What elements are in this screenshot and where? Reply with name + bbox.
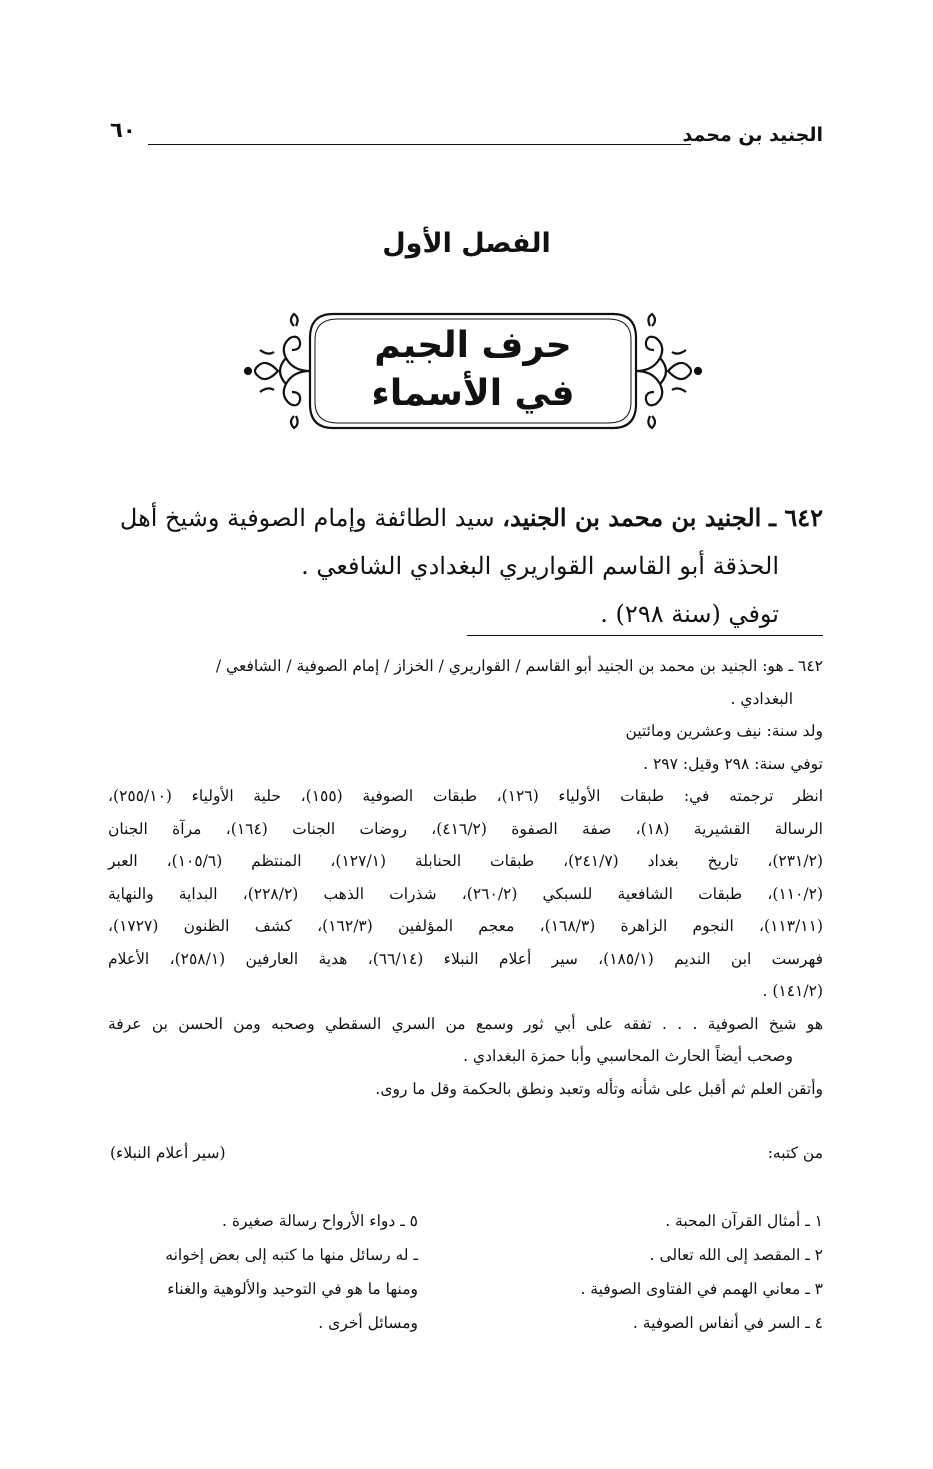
frame-line-2: في الأسماء — [371, 373, 575, 414]
entry-name: الجنيد بن محمد بن الجنيد، — [502, 503, 762, 532]
note-identity: ٦٤٢ ـ هو: الجنيد بن محمد بن الجنيد أبو القاسم / القواريري / الخزاز / إمام الصوفية / الشافعي / — [215, 657, 823, 675]
header-title: الجنيد بن محمد — [682, 124, 823, 146]
ornamental-frame — [238, 308, 708, 434]
book-item: ـ له رسائل منها ما كتبه إلى بعض إخوانه — [165, 1246, 418, 1264]
book-item: ٤ ـ السر في أنفاس الصوفية . — [632, 1314, 823, 1332]
book-item: ٢ ـ المقصد إلى الله تعالى . — [649, 1246, 823, 1264]
footnote-rule — [467, 635, 823, 636]
note-death: توفي سنة: ٢٩٨ وقيل: ٢٩٧ . — [643, 754, 823, 773]
book-item: ١ ـ أمثال القرآن المحبة . — [665, 1212, 823, 1230]
biography-entry — [98, 494, 823, 638]
note-identity-cont: البغدادي . — [730, 689, 793, 708]
running-header — [110, 118, 823, 158]
book-item: ومنها ما هو في التوحيد والألوهية والغناء — [167, 1280, 418, 1298]
note-teachers-cont: وصحب أيضاً الحارث المحاسبي وأبا حمزة البغدادي . — [463, 1047, 793, 1065]
entry-line-1 — [98, 494, 823, 542]
books-list — [108, 1136, 823, 1332]
frame-heading — [328, 322, 618, 418]
entry-number: ٦٤٢ ـ — [768, 503, 823, 532]
chapter-title: الفصل الأول — [382, 228, 551, 259]
book-item: ٥ ـ دواء الأرواح رسالة صغيرة . — [222, 1212, 418, 1230]
page-number: ٦٠ — [110, 118, 136, 142]
books-column-left — [108, 1204, 418, 1340]
note-sources-line: انظر ترجمته في: طبقات الأولياء (١٢٦)، طبقات الصوفية (١٥٥)، حلية الأولياء (٢٥٥/١٠)، — [108, 787, 824, 805]
books-header — [108, 1136, 823, 1170]
note-birth: ولد سنة: نيف وعشرين ومائتين — [625, 722, 823, 740]
note-sources-line: (١١٣/١١)، النجوم الزاهرة (١٦٨/٣)، معجم المؤلفين (١٦٢/٣)، كشف الظنون (١٧٢٧)، — [108, 917, 823, 935]
note-sources-line: الرسالة القشيرية (١٨)، صفة الصفوة (٤١٦/٢)، روضات الجنات (١٦٤)، مرآة الجنان — [108, 819, 823, 838]
frame-line-1: حرف الجيم — [374, 325, 572, 366]
books-column-right — [493, 1204, 823, 1340]
entry-line-2: الحذقة أبو القاسم القواريري البغدادي الشافعي . — [301, 552, 779, 580]
entry-line-1-rest: سيد الطائفة وإمام الصوفية وشيخ أهل — [119, 504, 495, 532]
footnotes — [108, 650, 823, 1105]
books-heading: من كتبه: — [767, 1144, 823, 1162]
book-item: ومسائل أخرى . — [318, 1314, 418, 1332]
note-knowledge: وأتقن العلم ثم أقبل على شأنه وتأله وتعبد ونطق بالحكمة وقل ما روى. — [375, 1079, 823, 1098]
header-rule — [148, 144, 691, 145]
book-item: ٣ ـ معاني الهمم في الفتاوى الصوفية . — [580, 1280, 823, 1298]
books-source: (سير أعلام النبلاء) — [110, 1144, 226, 1162]
note-sources-end: (١٤١/٢) . — [762, 982, 823, 1000]
note-sources-line: (١١٠/٢)، طبقات الشافعية للسبكي (٢٦٠/٢)، شذرات الذهب (٢٢٨/٢)، البداية والنهاية — [108, 884, 824, 903]
note-sources-line: فهرست ابن النديم (١٨٥/١)، سير أعلام النبلاء (٦٦/١٤)، هدية العارفين (٢٥٨/١)، الأعلام — [108, 949, 823, 968]
note-teachers: هو شيخ الصوفية . . . تفقه على أبي ثور وسمع من السري السقطي وصحبه ومن الحسن بن عرفة — [108, 1014, 823, 1033]
entry-death: توفي (سنة ٢٩٨) . — [600, 600, 779, 628]
note-sources-line: (٢٣١/٢)، تاريخ بغداد (٢٤١/٧)، طبقات الحنابلة (١٢٧/١)، المنتظم (١٠٥/٦)، العبر — [108, 852, 823, 870]
